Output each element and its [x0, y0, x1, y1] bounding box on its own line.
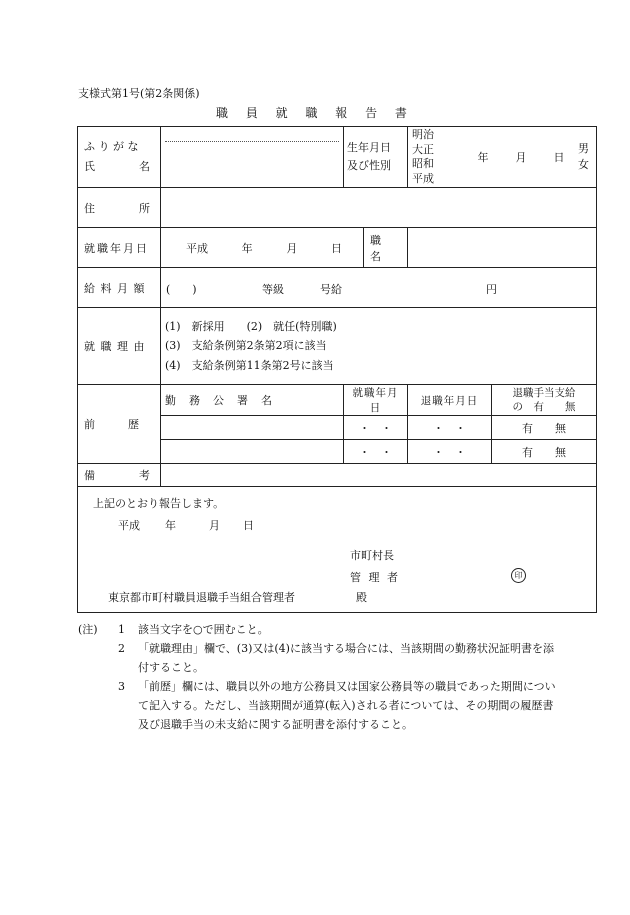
- gender-male[interactable]: 男: [578, 142, 590, 155]
- birth-label-2: 及び性別: [347, 159, 391, 172]
- history-row-1-hire[interactable]: ・ ・: [344, 416, 408, 440]
- address-input[interactable]: [161, 188, 597, 228]
- history-hire-header: 就職年月日: [344, 385, 408, 416]
- address-row: [78, 188, 597, 228]
- honorific: 殿: [356, 591, 367, 604]
- report-block: [78, 487, 597, 613]
- history-leave-header: 退職年月日: [408, 385, 492, 416]
- birth-label-1: 生年月日: [347, 141, 391, 154]
- notes-head: (注): [78, 623, 98, 636]
- salary-grade-unit: 等級: [262, 282, 284, 296]
- reason-option-1-2[interactable]: (1) 新採用 (2) 就任(特別職): [165, 319, 337, 333]
- name-label: 氏 名: [84, 160, 150, 173]
- seal-icon: 印: [511, 568, 526, 583]
- birth-value-cell[interactable]: [408, 127, 597, 188]
- manager-label: 管 理 者: [350, 571, 400, 584]
- history-office-header: 勤 務 公 署 名: [161, 385, 344, 416]
- era-heisei[interactable]: 平成: [412, 171, 434, 185]
- furigana-label: ふ り が な: [84, 140, 139, 153]
- history-row-2-office[interactable]: [161, 440, 344, 464]
- report-form-table: [77, 126, 597, 613]
- birth-month-unit: 月: [515, 151, 527, 164]
- hire-date-input[interactable]: 平成 年 月 日: [161, 228, 364, 268]
- salary-yen-unit: 円: [486, 282, 497, 296]
- remarks-input[interactable]: [161, 464, 597, 487]
- history-row-2-hire[interactable]: ・ ・: [344, 440, 408, 464]
- furigana-dotted-line: [165, 141, 339, 142]
- form-code: 支様式第1号(第2条関係): [78, 87, 200, 100]
- reason-option-3[interactable]: (3) 支給条例第2条第2項に該当: [165, 339, 327, 353]
- report-row: [78, 487, 597, 613]
- history-row-1-office[interactable]: [161, 416, 344, 440]
- salary-paren: ( ): [166, 282, 197, 296]
- salary-row: [78, 268, 597, 308]
- page-title: 職 員 就 職 報 告 書: [216, 106, 414, 120]
- report-text: 上記のとおり報告します。: [93, 497, 225, 510]
- gender-female[interactable]: 女: [578, 158, 590, 171]
- history-label: 前 歴: [78, 385, 161, 464]
- address-label: 住 所: [78, 188, 161, 228]
- note-3: 3 「前歴」欄には、職員以外の地方公務員又は国家公務員等の職員であった期間について記入する。ただし、当該期間が通算(転入)される者については、その期間の履歴書及び退職手当の未支給に関する証明書を添付すること。: [118, 680, 556, 731]
- birth-day-unit: 日: [553, 151, 565, 164]
- era-showa[interactable]: 昭和: [412, 157, 434, 170]
- hire-date-row: [78, 228, 597, 268]
- history-header-row: [78, 385, 597, 416]
- note-2: 2 「就職理由」欄で、(3)又は(4)に該当する場合には、当該期間の勤務状況証明書を添付すること。: [118, 642, 554, 674]
- remarks-row: [78, 464, 597, 487]
- history-row-1-pay[interactable]: 有 無: [492, 416, 597, 440]
- name-row: [78, 127, 597, 188]
- salary-label: 給 料 月 額: [78, 268, 161, 308]
- birth-year-unit: 年: [477, 151, 489, 164]
- history-retire-pay-header: 退職手当支給 の 有 無: [492, 385, 597, 416]
- mayor-label: 市町村長: [350, 549, 394, 562]
- report-date[interactable]: 平成 年 月 日: [118, 519, 254, 532]
- history-row-2-leave[interactable]: ・ ・: [408, 440, 492, 464]
- remarks-label: 備 考: [78, 464, 161, 487]
- notes: [78, 620, 558, 734]
- era-meiji[interactable]: 明治: [412, 128, 434, 141]
- position-input[interactable]: [408, 228, 597, 268]
- reason-row: [78, 308, 597, 385]
- reason-label: 就 職 理 由: [78, 308, 161, 385]
- reason-option-4[interactable]: (4) 支給条例第11条第2号に該当: [165, 358, 334, 372]
- name-label-cell: [78, 127, 161, 188]
- era-taisho[interactable]: 大正: [412, 142, 434, 156]
- history-row-1-leave[interactable]: ・ ・: [408, 416, 492, 440]
- name-input-cell[interactable]: [161, 127, 344, 188]
- salary-input[interactable]: [161, 268, 597, 308]
- salary-step-unit: 号給: [320, 282, 342, 296]
- note-1: (注) 1 該当文字を○で囲むこと。: [78, 620, 558, 639]
- position-label: 職 名: [364, 228, 408, 268]
- recipient: 東京都市町村職員退職手当組合管理者: [108, 591, 295, 604]
- birth-label-cell: [344, 127, 408, 188]
- reason-options[interactable]: [161, 308, 597, 385]
- hire-date-label: 就職年月日: [78, 228, 161, 268]
- history-row-2-pay[interactable]: 有 無: [492, 440, 597, 464]
